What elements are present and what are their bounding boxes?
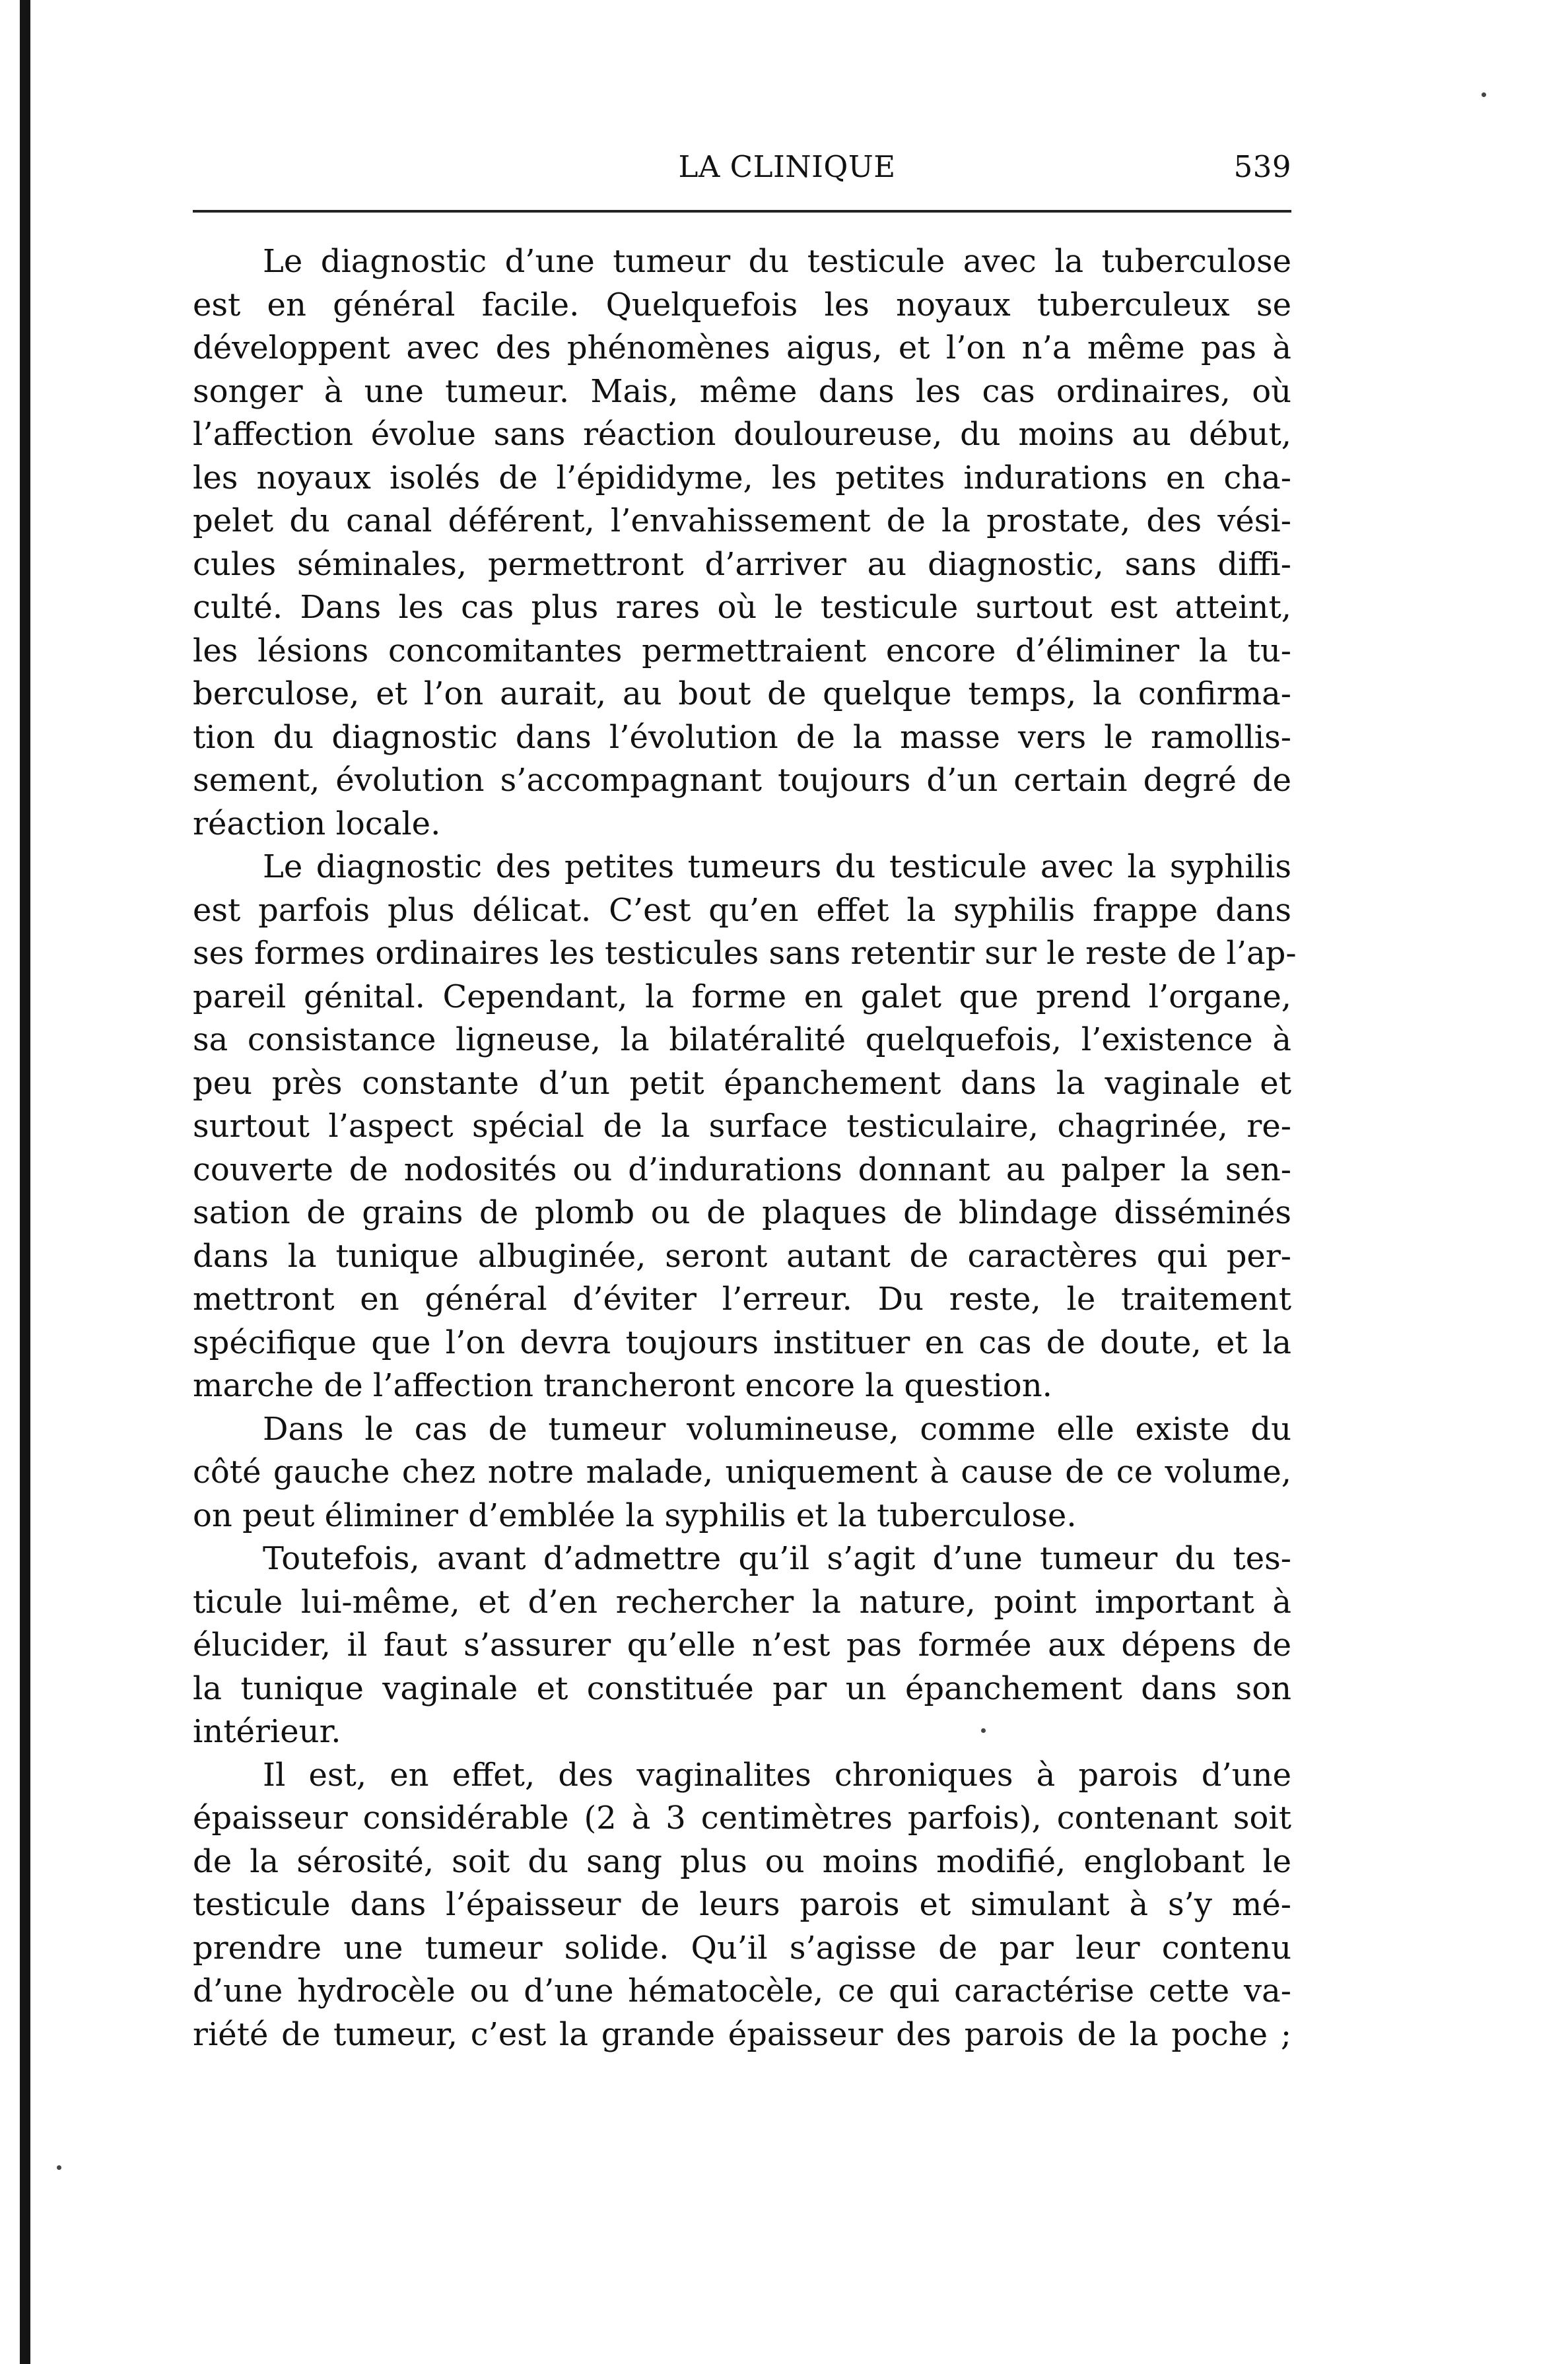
text-line: côté gauche chez notre malade, uniquement à cause de ce volume, [193, 1454, 1291, 1491]
header-rule [193, 210, 1291, 213]
text-line: sa consistance ligneuse, la bilatéralité quelquefois, l’existence à [193, 1021, 1291, 1058]
text-line: d’une hydrocèle ou d’une hématocèle, ce qui caractérise cette va- [193, 1973, 1291, 2009]
text-line: Le diagnostic d’une tumeur du testicule avec la tuberculose [263, 243, 1291, 280]
text-line: Dans le cas de tumeur volumineuse, comme elle existe du [263, 1410, 1291, 1448]
running-title: LA CLINIQUE [678, 149, 896, 184]
text-line: culté. Dans les cas plus rares où le testicule surtout est atteint, [193, 589, 1291, 626]
text-line: songer à une tumeur. Mais, même dans les cas ordinaires, où [193, 372, 1291, 410]
text-line: Le diagnostic des petites tumeurs du testicule avec la syphilis [263, 848, 1291, 885]
text-line: prendre une tumeur solide. Qu’il s’agisse de par leur contenu [193, 1929, 1291, 1967]
text-line: est en général facile. Quelquefois les noyaux tuberculeux se [193, 286, 1291, 323]
text-line: l’affection évolue sans réaction douloureuse, du moins au début, [193, 416, 1291, 453]
page-number: 539 [1233, 149, 1291, 184]
text-line: intérieur. [193, 1713, 341, 1750]
text-line: réaction locale. [193, 805, 441, 842]
text-line: sement, évolution s’accompagnant toujours d’un certain degré de [193, 762, 1291, 799]
text-line: peu près constante d’un petit épanchement dans la vaginale et [193, 1064, 1291, 1102]
text-line: testicule dans l’épaisseur de leurs parois et simulant à s’y mé- [193, 1886, 1291, 1923]
text-line: de la sérosité, soit du sang plus ou moins modifié, englobant le [193, 1842, 1291, 1880]
text-line: développent avec des phénomènes aigus, et l’on n’a même pas à [193, 329, 1291, 366]
text-line: spécifique que l’on devra toujours instituer en cas de doute, et la [193, 1324, 1291, 1361]
text-line: épaisseur considérable (2 à 3 centimètres parfois), contenant soit [193, 1800, 1291, 1837]
text-line: Toutefois, avant d’admettre qu’il s’agit d’une tumeur du tes- [263, 1540, 1291, 1577]
text-line: dans la tunique albuginée, seront autant de caractères qui per- [193, 1237, 1291, 1275]
page-header [193, 149, 1291, 190]
text-line: la tunique vaginale et constituée par un épanchement dans son [193, 1670, 1291, 1707]
text-line: ses formes ordinaires les testicules sans retentir sur le reste de l’ap- [193, 935, 1297, 972]
text-line: pelet du canal déférent, l’envahissement de la prostate, des vési- [193, 502, 1291, 539]
text-line: cules séminales, permettront d’arriver au diagnostic, sans diffi- [193, 545, 1291, 583]
text-line: pareil génital. Cependant, la forme en galet que prend l’organe, [193, 978, 1291, 1015]
text-line: berculose, et l’on aurait, au bout de quelque temps, la confirma- [193, 675, 1291, 712]
ink-speck [1482, 92, 1486, 97]
body-text [193, 240, 1297, 2056]
text-line: les lésions concomitantes permettraient encore d’éliminer la tu- [193, 632, 1291, 669]
ink-speck [57, 2165, 61, 2170]
text-line: couverte de nodosités ou d’indurations donnant au palper la sen- [193, 1151, 1291, 1188]
text-line: est parfois plus délicat. C’est qu’en effet la syphilis frappe dans [193, 891, 1291, 929]
text-line: tion du diagnostic dans l’évolution de la masse vers le ramollis- [193, 718, 1291, 756]
text-line: Il est, en effet, des vaginalites chroniques à parois d’une [263, 1756, 1291, 1794]
text-line: mettront en général d’éviter l’erreur. Du reste, le traitement [193, 1281, 1291, 1318]
text-line: surtout l’aspect spécial de la surface testiculaire, chagrinée, re- [193, 1108, 1291, 1145]
text-line: ticule lui-même, et d’en rechercher la nature, point important à [193, 1583, 1291, 1621]
text-line: élucider, il faut s’assurer qu’elle n’est pas formée aux dépens de [193, 1627, 1291, 1664]
ink-speck [981, 1728, 986, 1733]
text-line: marche de l’affection trancheront encore la question. [193, 1367, 1052, 1404]
text-line: les noyaux isolés de l’épididyme, les petites indurations en cha- [193, 459, 1291, 496]
text-line: on peut éliminer d’emblée la syphilis et la tuberculose. [193, 1497, 1077, 1534]
text-line: sation de grains de plomb ou de plaques de blindage disséminés [193, 1194, 1291, 1231]
text-line: riété de tumeur, c’est la grande épaisseur des parois de la poche ; [193, 2015, 1291, 2053]
scan-binding-edge [20, 0, 30, 2364]
